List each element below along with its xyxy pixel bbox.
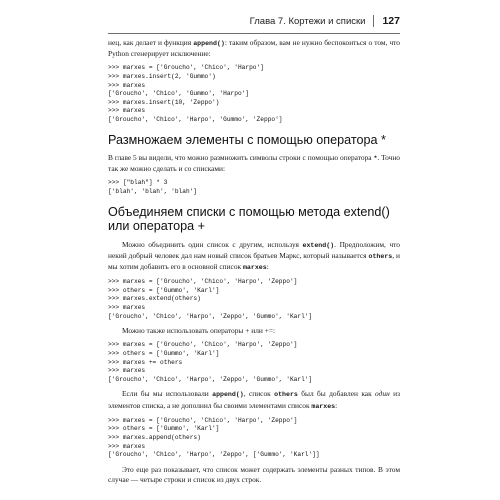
code-line: >>> marxes bbox=[108, 81, 146, 89]
text-run: : bbox=[266, 262, 269, 272]
code-line: >>> marxes.insert(2, 'Gummo') bbox=[108, 73, 216, 80]
text-run: . Предположим, что некий добрый человек дал нам новый список братьев Маркс, который называется bbox=[108, 239, 401, 260]
inline-code: marxes bbox=[242, 264, 267, 272]
inline-code: extend() bbox=[302, 241, 335, 249]
paragraph-append-comparison bbox=[108, 389, 400, 411]
page-body bbox=[108, 38, 400, 485]
code-line: >>> ["blah"] * 3 bbox=[108, 179, 168, 187]
inline-code: append() bbox=[193, 40, 225, 47]
page-number: 127 bbox=[373, 15, 400, 27]
chapter-title: Глава 7. Кортежи и списки bbox=[249, 16, 366, 27]
code-line: ['blah', 'blah', 'blah'] bbox=[108, 188, 198, 196]
paragraph-extend bbox=[108, 240, 400, 274]
code-line: >>> marxes = ['Groucho', 'Chico', 'Harpo', 'Zeppo'] bbox=[108, 278, 298, 286]
text-run: нец, как делает и функция bbox=[108, 38, 194, 47]
text-run: Можно также использовать операторы + или +=: bbox=[122, 326, 276, 336]
code-block-append bbox=[108, 417, 400, 460]
code-line: >>> others = ['Gummo', 'Karl'] bbox=[108, 425, 220, 433]
text-run: . Точно так же можно сделать и со списками: bbox=[108, 153, 400, 174]
paragraph-multiply bbox=[108, 153, 400, 174]
code-line: ['Groucho', 'Chico', 'Gummo', 'Harpo'] bbox=[108, 90, 250, 98]
code-line: >>> marxes bbox=[108, 442, 146, 450]
text-run: Если бы мы использовали bbox=[122, 389, 213, 399]
code-line: >>> marxes = ['Groucho', 'Chico', 'Harpo', 'Zeppo'] bbox=[108, 341, 298, 349]
intro-paragraph bbox=[108, 38, 400, 59]
code-line: >>> marxes.extend(others) bbox=[108, 295, 201, 303]
heading-line: Объединяем списки с помощью метода extend() bbox=[108, 204, 390, 219]
code-line: ['Groucho', 'Chico', 'Harpo', 'Zeppo', ['Gummo', 'Karl']] bbox=[108, 451, 320, 459]
code-line: >>> marxes.append(others) bbox=[108, 434, 201, 441]
inline-code: * bbox=[373, 155, 378, 163]
code-line: >>> marxes = ['Groucho', 'Chico', 'Harpo'] bbox=[108, 64, 264, 72]
code-line: >>> marxes = ['Groucho', 'Chico', 'Harpo', 'Zeppo'] bbox=[108, 416, 298, 424]
section-heading-extend bbox=[108, 205, 400, 234]
section-heading-multiply: Размножаем элементы с помощью оператора * bbox=[108, 132, 386, 147]
code-line: >>> marxes bbox=[108, 367, 146, 375]
inline-code: marxes bbox=[311, 402, 336, 410]
code-block-multiply bbox=[108, 179, 400, 196]
running-header bbox=[108, 0, 400, 34]
text-run: : bbox=[335, 400, 338, 410]
text-run: из элементов списка, а не дополнил бы своими элементами список bbox=[108, 389, 400, 410]
emphasis: один bbox=[375, 389, 390, 399]
text-run: В главе 5 вы видели, что можно размножить символы строки с помощью оператора bbox=[108, 153, 374, 163]
code-block-insert bbox=[108, 64, 400, 124]
code-line: >>> marxes bbox=[108, 304, 146, 312]
heading-line: или оператора + bbox=[108, 219, 205, 234]
code-line: >>> others = ['Gummo', 'Karl'] bbox=[108, 350, 220, 358]
code-line: >>> marxes += others bbox=[108, 358, 183, 366]
text-run: был бы добавлен как bbox=[297, 389, 376, 399]
code-block-plus-equals bbox=[108, 341, 400, 384]
text-run: , и мы хотим добавить его в основной список bbox=[108, 250, 400, 272]
code-block-extend bbox=[108, 278, 400, 321]
code-line: >>> marxes bbox=[108, 107, 146, 115]
inline-code: others bbox=[274, 391, 298, 399]
code-line: ['Groucho', 'Chico', 'Harpo', 'Gummo', 'Zeppo'] bbox=[108, 115, 283, 123]
inline-code: others bbox=[368, 252, 393, 260]
paragraph-plus-operators bbox=[108, 326, 400, 336]
code-line: >>> others = ['Gummo', 'Karl'] bbox=[108, 286, 220, 294]
inline-code: append() bbox=[212, 391, 244, 399]
code-line: >>> marxes.insert(10, 'Zeppo') bbox=[108, 98, 220, 106]
text-run: : таким образом, вам не нужно беспокоиться о том, что Python сгенерирует исключение: bbox=[108, 38, 400, 59]
code-line: ['Groucho', 'Chico', 'Harpo', 'Zeppo', 'Gummo', 'Karl'] bbox=[108, 375, 313, 383]
paragraph-mixed-types: Это еще раз показывает, что список может содержать элементы разных типов. В этом случае — четыре строки и список из двух строк. bbox=[108, 464, 400, 484]
text-run: , список bbox=[243, 389, 275, 399]
text-run: Можно объединить один список с другим, используя bbox=[122, 239, 303, 249]
code-line: ['Groucho', 'Chico', 'Harpo', 'Zeppo', 'Gummo', 'Karl'] bbox=[108, 312, 313, 320]
